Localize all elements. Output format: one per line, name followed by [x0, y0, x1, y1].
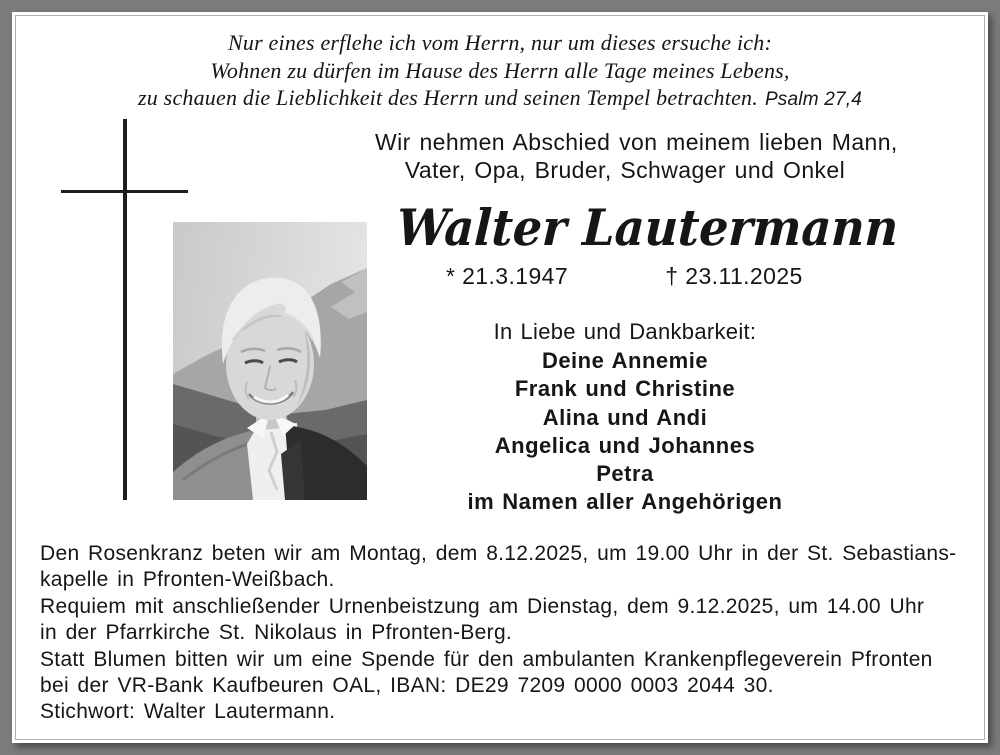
psalm-quote: [12, 29, 988, 114]
farewell-line: Wir nehmen Abschied von meinem lieben Mann,: [375, 129, 898, 155]
birth-date: [397, 263, 617, 290]
psalm-line: Nur eines erflehe ich vom Herrn, nur um dieses ersuche ich:: [228, 30, 772, 55]
mourner-name: Alina und Andi: [542, 404, 708, 430]
mourner-name: Angelica und Johannes: [494, 432, 756, 458]
farewell-announcement: [375, 129, 898, 184]
psalm-line: [12, 84, 988, 114]
service-details-line: bei der VR-Bank Kaufbeuren OAL, IBAN: DE29 7209 0000 0003 2044 30.: [40, 674, 774, 698]
death-date-value: 23.11.2025: [685, 263, 803, 289]
mourner-name: Deine Annemie: [541, 348, 709, 373]
service-details-line: kapelle in Pfronten-Weißbach.: [40, 568, 335, 592]
portrait-photo: [173, 222, 367, 500]
service-details-line: Statt Blumen bitten wir um eine Spende für den ambulanten Krankenpflegeverein Pfronten: [40, 647, 933, 671]
psalm-line: Wohnen zu dürfen im Hause des Herrn alle Tage meines Lebens,: [210, 57, 790, 83]
death-dagger-icon: †: [665, 263, 679, 289]
farewell-line: Vater, Opa, Bruder, Schwager und Onkel: [404, 156, 846, 183]
deceased-name-text: Walter Lautermann: [395, 198, 900, 257]
mourner-name: Petra: [596, 461, 654, 487]
service-details-line: Den Rosenkranz beten wir am Montag, dem 8.12.2025, um 19.00 Uhr in der St. Sebastians-: [40, 542, 957, 565]
obituary-card: [12, 12, 988, 743]
service-details-line: in der Pfarrkirche St. Nikolaus in Pfronten-Berg.: [40, 621, 513, 645]
psalm-citation: Psalm 27,4: [764, 89, 862, 110]
mourner-name: im Namen aller Angehörigen: [467, 489, 783, 515]
death-date: [624, 263, 844, 290]
psalm-line-text: zu schauen die Lieblichkeit des Herrn und seinen Tempel betrachten.: [138, 85, 758, 110]
deceased-name: [375, 196, 900, 260]
mourners-intro: In Liebe und Dankbarkeit:: [493, 319, 757, 344]
mourner-name: Frank und Christine: [514, 376, 736, 402]
latin-cross-icon: [123, 119, 127, 500]
mourners-list: [375, 347, 875, 517]
service-details-line: Requiem mit anschließender Urnenbeistzung am Dienstag, dem 9.12.2025, um 14.00 Uhr: [40, 594, 925, 618]
birth-asterisk-icon: *: [445, 263, 456, 289]
portrait-photo-graphic: [173, 222, 367, 500]
birth-date-value: 21.3.1947: [462, 263, 569, 289]
service-details-line: Stichwort: Walter Lautermann.: [40, 700, 336, 724]
latin-cross-icon-bar: [61, 190, 188, 194]
service-details: [40, 541, 970, 726]
